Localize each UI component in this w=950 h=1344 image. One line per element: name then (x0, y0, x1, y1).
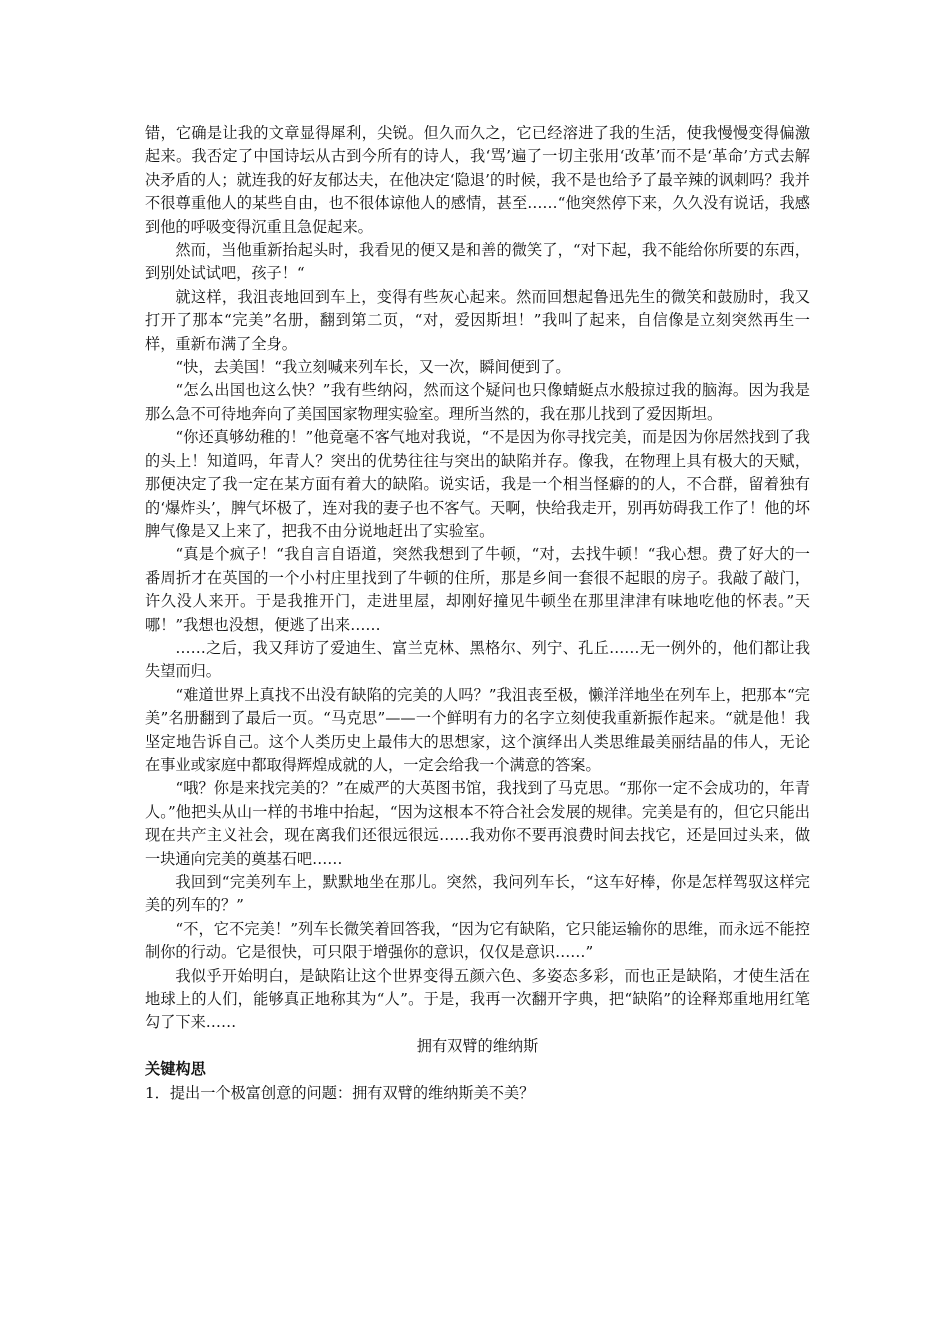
paragraph: “真是个疯子！“我自言自语道，突然我想到了牛顿，“对，去找牛顿！“我心想。费了好大的一番周折才在英国的一个小村庄里找到了牛顿的住所，那是乡间一套很不起眼的房子。我敲了敲门，许久没人来开。于是我推开门，走进里屋，却刚好撞见牛顿坐在那里津津有味地吃他的怀表。”天哪！”我想也没想，便逃了出来…… (145, 545, 810, 634)
paragraph: “怎么出国也这么快？”我有些纳闷，然而这个疑问也只像蜻蜓点水般掠过我的脑海。因为我是那么急不可待地奔向了美国国家物理实验室。理所当然的，我在那儿找到了爱因斯坦。 (145, 381, 810, 423)
paragraph: 我似乎开始明白，是缺陷让这个世界变得五颜六色、多姿态多彩，而也正是缺陷，才使生活在地球上的人们，能够真正地称其为“人”。于是，我再一次翻开字典，把“缺陷”的诠释郑重地用红笔勾了下来…… (145, 966, 810, 1032)
paragraph: “不，它不完美！”列车长微笑着回答我，“因为它有缺陷，它只能运输你的思维，而永远不能控制你的行动。它是很快，可只限于增强你的意识，仅仅是意识……” (145, 919, 810, 962)
paragraph: ……之后，我又拜访了爱迪生、富兰克林、黑格尔、列宁、孔丘……无一例外的，他们都让我失望而归。 (145, 638, 810, 681)
list-item: 1．提出一个极富创意的问题：拥有双臂的维纳斯美不美？ (145, 1083, 535, 1102)
document-page (145, 122, 810, 1105)
paragraph: 我回到“完美列车上，默默地坐在那儿。突然，我问列车长，“这车好棒，你是怎样驾驭这样完美的列车的？” (145, 873, 810, 915)
paragraph: “快，去美国！“我立刻喊来列车长，又一次，瞬间便到了。 (175, 358, 571, 377)
paragraph: 就这样，我沮丧地回到车上，变得有些灰心起来。然而回想起鲁迅先生的微笑和鼓励时，我又打开了那本“完美”名册，翻到第二页，“对，爱因斯坦！”我叫了起来，自信像是立刻突然再生一样，重新布满了全身。 (145, 287, 810, 353)
paragraph: 然而，当他重新抬起头时，我看见的便又是和善的微笑了，“对下起，我不能给你所要的东西，到别处试试吧，孩子！“ (145, 241, 810, 283)
paragraph-continued: 错，它确是让我的文章显得犀利，尖锐。但久而久之，它已经溶进了我的生活，使我慢慢变得偏激起来。我否定了中国诗坛从古到今所有的诗人，我‘骂’遍了一切主张用‘改革’而不是‘革命’方式去解决矛盾的人；就连我的好友郁达夫，在他决定‘隐退’的时候，我不是也给予了最辛辣的讽刺吗？我并不很尊重他人的某些自由，也不很体谅他人的感情，甚至……“他突然停下来，久久没有说话，我感到他的呼吸变得沉重且急促起来。 (145, 124, 810, 236)
paragraph: “你还真够幼稚的！”他竟毫不客气地对我说，“不是因为你寻找完美，而是因为你居然找到了我的头上！知道吗，年青人？突出的优势往往与突出的缺陷并存。像我，在物理上具有极大的天赋，那便决定了我一定在某方面有着大的缺陷。说实话，我是一个相当怪癖的的人，不合群，留着独有的‘爆炸头’，脾气坏极了，连对我的妻子也不客气。天啊，快给我走开，别再妨碍我工作了！他的坏脾气像是又上来了，把我不由分说地赶出了实验室。 (145, 428, 810, 540)
section-title: 拥有双臂的维纳斯 (416, 1036, 539, 1055)
paragraph: “哦？你是来找完美的？”在威严的大英图书馆，我找到了马克思。“那你一定不会成功的，年青人。”他把头从山一样的书堆中抬起，“因为这根本不符合社会发展的规律。完美是有的，但它只能出现在共产主义社会，现在离我们还很远很远……我劝你不要再浪费时间去找它，还是回过头来，做一块通向完美的奠基石吧…… (145, 779, 810, 868)
paragraph: “难道世界上真找不出没有缺陷的完美的人吗？”我沮丧至极，懒洋洋地坐在列车上，把那本“完美”名册翻到了最后一页。“马克思”——一个鲜明有力的名字立刻使我重新振作起来。“就是他！我坚定地告诉自己。这个人类历史上最伟大的思想家，这个演绎出人类思维最美丽结晶的伟人，无论在事业或家庭中都取得辉煌成就的人，一定会给我一个满意的答案。 (145, 685, 810, 774)
heading: 关键构思 (145, 1060, 206, 1079)
